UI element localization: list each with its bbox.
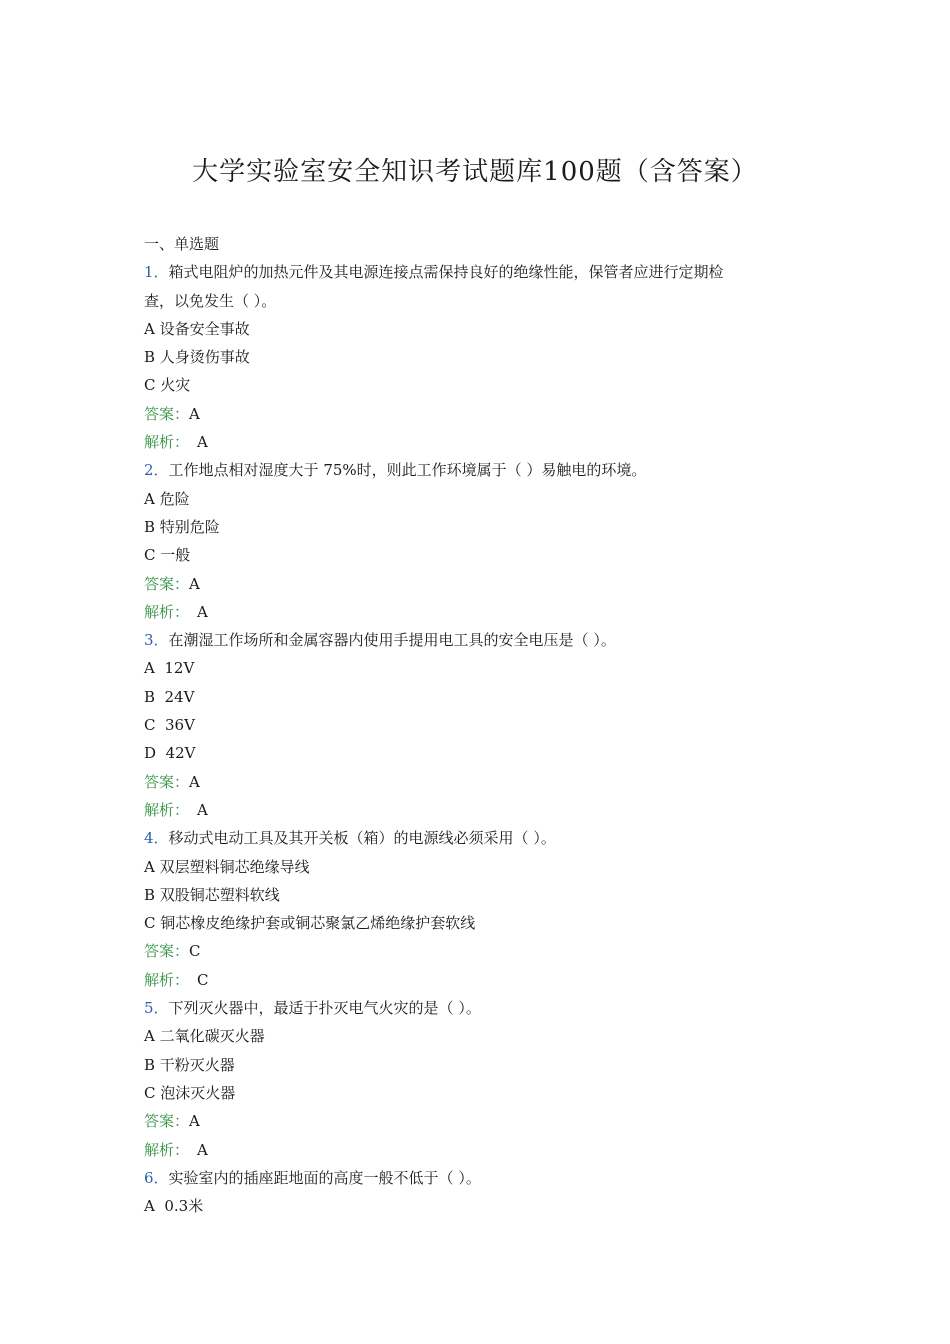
document-body xyxy=(144,230,824,1220)
answer-value: A xyxy=(189,404,200,423)
answer-value: C xyxy=(189,942,201,961)
question-text: 箱式电阻炉的加热元件及其电源连接点需保持良好的绝缘性能，保管者应进行定期检 xyxy=(168,263,724,282)
option-b: B 人身烫伤事故 xyxy=(144,348,250,367)
question-2 xyxy=(144,456,824,626)
answer-label: 答案： xyxy=(144,404,190,423)
explanation-label: 解析： xyxy=(144,800,190,819)
document-title: 大学实验室安全知识考试题库100题（含答案） xyxy=(192,157,758,187)
explanation-value: C xyxy=(197,970,209,989)
option-c: C 火灾 xyxy=(144,376,191,395)
question-number: 6． xyxy=(144,1168,169,1187)
explanation-label: 解析： xyxy=(144,433,190,452)
question-6 xyxy=(144,1164,824,1221)
question-4 xyxy=(144,824,824,994)
question-number: 2． xyxy=(144,461,169,480)
explanation-value: A xyxy=(197,433,208,452)
option-c: C 36V xyxy=(144,716,195,735)
option-a: A 双层塑料铜芯绝缘导线 xyxy=(144,857,310,876)
explanation-value: A xyxy=(197,602,208,621)
explanation-label: 解析： xyxy=(144,602,190,621)
option-c: C 泡沫灭火器 xyxy=(144,1083,236,1102)
question-text: 下列灭火器中，最适于扑灭电气火灾的是（ ）。 xyxy=(168,999,481,1018)
option-c: C 铜芯橡皮绝缘护套或铜芯聚氯乙烯绝缘护套软线 xyxy=(144,914,476,933)
explanation-value: A xyxy=(197,800,208,819)
answer-label: 答案： xyxy=(144,574,190,593)
answer-label: 答案： xyxy=(144,772,190,791)
section-heading: 一、单选题 xyxy=(144,235,220,253)
explanation-label: 解析： xyxy=(144,1140,190,1159)
option-d: D 42V xyxy=(144,744,196,763)
option-a: A 0.3米 xyxy=(144,1197,204,1216)
question-text: 在潮湿工作场所和金属容器内使用手提用电工具的安全电压是（ ）。 xyxy=(168,631,616,650)
explanation-label: 解析： xyxy=(144,970,190,989)
answer-value: A xyxy=(189,1112,200,1131)
question-number: 1． xyxy=(144,263,169,282)
option-b: B 24V xyxy=(144,687,195,706)
option-a: A 危险 xyxy=(144,489,190,508)
option-b: B 特别危险 xyxy=(144,517,220,536)
question-1 xyxy=(144,258,824,456)
option-a: A 二氧化碳灭火器 xyxy=(144,1027,265,1046)
explanation-value: A xyxy=(197,1140,208,1159)
question-5 xyxy=(144,994,824,1164)
question-text: 工作地点相对湿度大于 75%时，则此工作环境属于（ ）易触电的环境。 xyxy=(168,461,647,480)
option-b: B 双股铜芯塑料软线 xyxy=(144,885,280,904)
question-text-continued: 查，以免发生（ ）。 xyxy=(144,291,277,310)
answer-label: 答案： xyxy=(144,1112,190,1131)
question-text: 移动式电动工具及其开关板（箱）的电源线必须采用（ ）。 xyxy=(168,829,556,848)
question-text: 实验室内的插座距地面的高度一般不低于（ ）。 xyxy=(168,1168,481,1187)
question-number: 5． xyxy=(144,999,169,1018)
option-a: A 12V xyxy=(144,659,195,678)
question-3 xyxy=(144,626,824,824)
question-number: 4． xyxy=(144,829,169,848)
answer-value: A xyxy=(189,772,200,791)
answer-label: 答案： xyxy=(144,942,190,961)
option-b: B 干粉灭火器 xyxy=(144,1055,235,1074)
option-a: A 设备安全事故 xyxy=(144,319,250,338)
option-c: C 一般 xyxy=(144,546,191,565)
answer-value: A xyxy=(189,574,200,593)
question-number: 3． xyxy=(144,631,169,650)
